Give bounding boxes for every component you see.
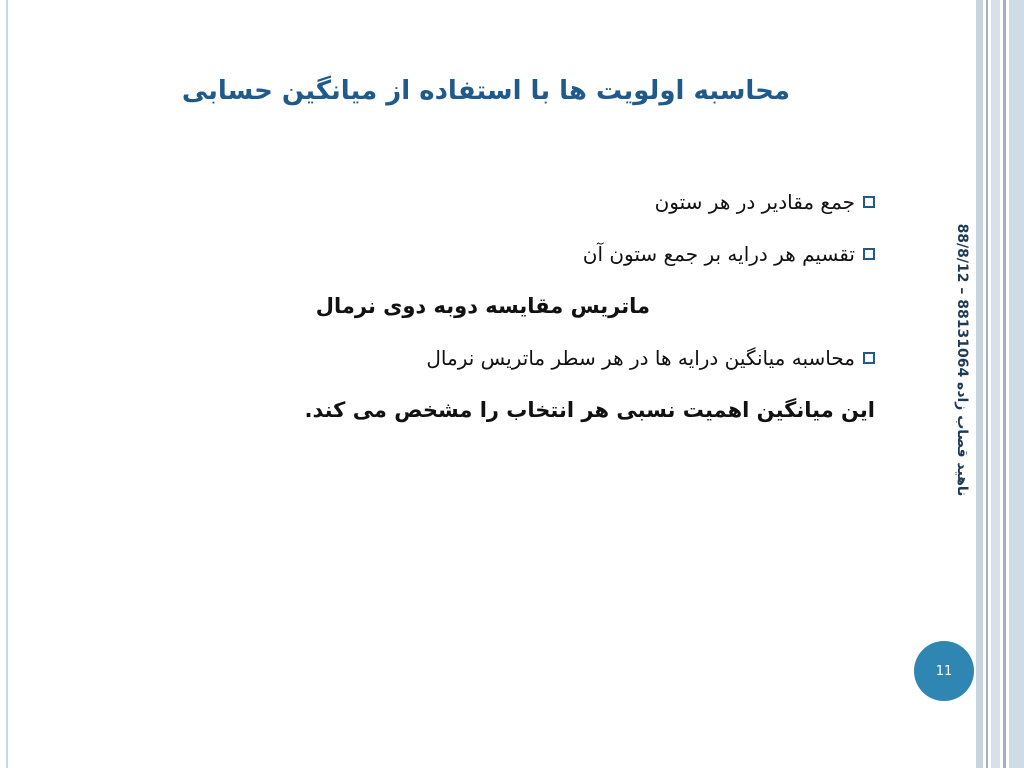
square-bullet-icon [863, 248, 875, 260]
decorative-stripes [976, 0, 1024, 768]
page-number-badge [914, 641, 974, 701]
square-bullet-icon [863, 196, 875, 208]
list-item-text: تقسیم هر درایه بر جمع ستون آن [582, 242, 855, 266]
list-item [220, 286, 875, 338]
page-number: 11 [935, 663, 953, 679]
list-item [220, 234, 875, 286]
list-item-text: این میانگین اهمیت نسبی هر انتخاب را مشخص می کند. [304, 398, 875, 422]
square-bullet-icon [863, 352, 875, 364]
list-item-text: جمع مقادیر در هر ستون [654, 190, 855, 214]
slide-title: محاسبه اولویت ها با استفاده از میانگین حسابی [181, 76, 790, 106]
list-item [220, 182, 875, 234]
list-item-text: محاسبه میانگین درایه ها در هر سطر ماتریس نرمال [426, 346, 855, 370]
left-frame-line [6, 0, 8, 768]
list-item [220, 390, 875, 442]
list-item [220, 338, 875, 390]
author-date-text: ناهید قصاب زاده 88131064 – 88/8/12 [954, 223, 970, 497]
list-item-text: ماتریس مقایسه دوبه دوی نرمال [315, 294, 650, 318]
bullet-list [220, 182, 875, 442]
